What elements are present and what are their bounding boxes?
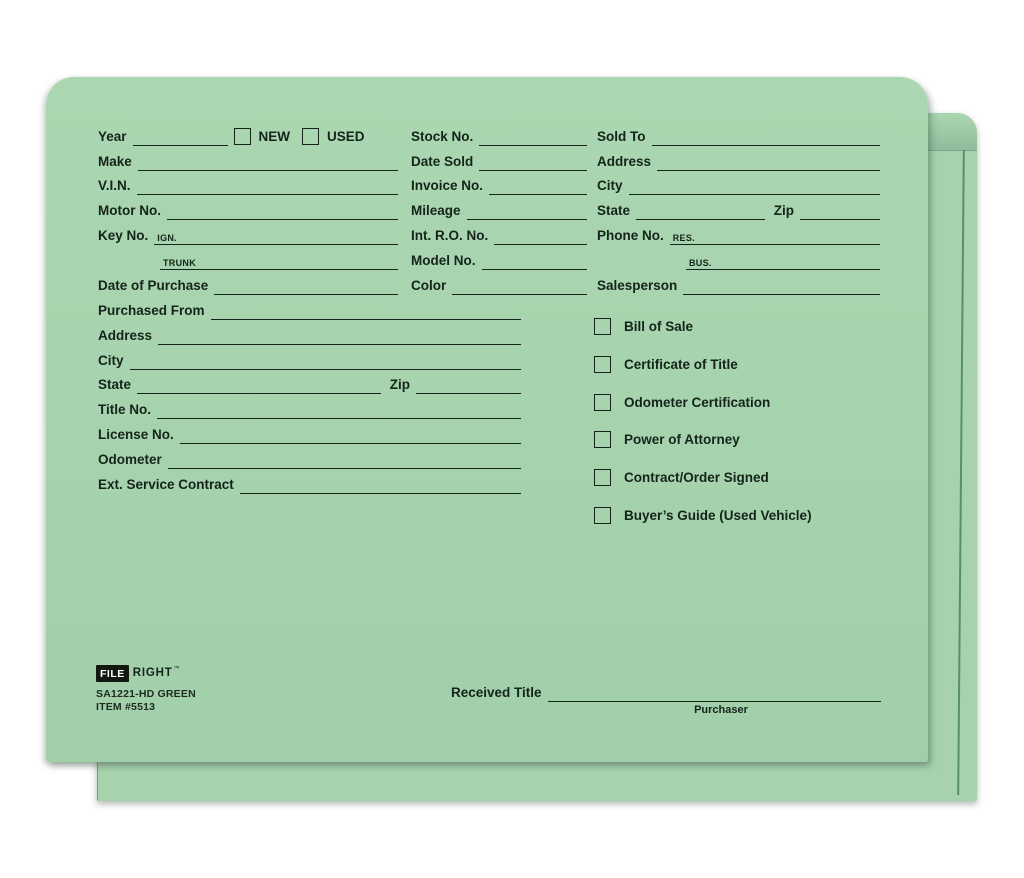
invoice-no-label: Invoice No. <box>411 178 484 193</box>
seller-city-blank-line <box>130 349 521 370</box>
res-sublabel: RES. <box>672 233 695 243</box>
field-row-phone-res <box>597 225 880 245</box>
seller-zip-blank-line <box>416 373 521 394</box>
ext-service-contract-label: Ext. Service Contract <box>98 477 234 492</box>
date-of-purchase-label: Date of Purchase <box>98 278 209 293</box>
date-sold-label: Date Sold <box>411 154 474 169</box>
phone-bus-blank-line <box>686 249 880 270</box>
stock-no-label: Stock No. <box>411 129 474 144</box>
motor-no-label: Motor No. <box>98 203 161 218</box>
date-sold-blank-line <box>479 150 587 171</box>
buyer-city-label: City <box>597 178 623 193</box>
make-label: Make <box>98 154 132 169</box>
phone-res-blank-line <box>670 224 880 245</box>
model-no-blank-line <box>482 249 588 270</box>
year-label: Year <box>98 129 127 144</box>
checklist-item-bill-of-sale <box>594 316 693 336</box>
checklist-item-certificate-of-title <box>594 354 738 374</box>
buyer-city-blank-line <box>629 174 880 195</box>
license-no-blank-line <box>180 423 521 444</box>
received-title-label: Received Title <box>451 685 542 700</box>
purchaser-label: Purchaser <box>694 704 748 716</box>
received-title-blank-line <box>548 681 881 702</box>
field-row-seller-address <box>98 325 521 345</box>
motor-no-blank-line <box>167 199 398 220</box>
seller-zip-label: Zip <box>389 377 410 392</box>
buyer-zip-label: Zip <box>773 203 794 218</box>
year-blank-line <box>133 125 228 146</box>
key-trunk-blank-line <box>160 249 398 270</box>
key-ign-blank-line <box>154 224 398 245</box>
product-codes <box>96 688 196 713</box>
field-row-buyer-address <box>597 151 880 171</box>
field-row-buyer-state-zip <box>597 200 880 220</box>
field-row-phone-bus <box>686 250 880 270</box>
ext-service-contract-blank-line <box>240 473 521 494</box>
field-row-buyer-city <box>597 175 880 195</box>
trunk-sublabel: TRUNK <box>163 258 196 268</box>
checklist-item-power-of-attorney <box>594 429 740 449</box>
checklist-label: Bill of Sale <box>624 318 694 334</box>
back-envelope-seam <box>957 150 964 795</box>
field-row-ext-service-contract <box>98 474 521 494</box>
field-row-title-no <box>98 399 521 419</box>
ign-sublabel: IGN. <box>157 233 177 243</box>
checklist-label: Odometer Certification <box>624 394 771 410</box>
odometer-label: Odometer <box>98 452 162 467</box>
checklist-label: Contract/Order Signed <box>624 469 769 485</box>
field-row-key-no-ign <box>98 225 398 245</box>
purchased-from-blank-line <box>211 299 521 320</box>
checkbox-icon <box>594 356 611 373</box>
checklist-label: Buyer’s Guide (Used Vehicle) <box>624 507 812 523</box>
bus-sublabel: BUS. <box>689 258 712 268</box>
field-row-purchased-from <box>98 300 521 320</box>
field-row-color <box>411 275 587 295</box>
used-checkbox-icon <box>302 128 319 145</box>
checklist-item-buyers-guide <box>594 505 812 525</box>
seller-state-label: State <box>98 377 132 392</box>
license-no-label: License No. <box>98 427 174 442</box>
checkbox-icon <box>594 318 611 335</box>
checkbox-icon <box>594 431 611 448</box>
int-ro-no-blank-line <box>494 224 587 245</box>
buyer-address-blank-line <box>657 150 880 171</box>
item-number: ITEM #5513 <box>96 700 156 713</box>
checkbox-icon <box>594 507 611 524</box>
field-row-invoice-no <box>411 175 587 195</box>
logo-right-text: RIGHT <box>132 667 173 679</box>
field-row-make <box>98 151 398 171</box>
sold-to-blank-line <box>652 125 881 146</box>
seller-state-blank-line <box>137 373 381 394</box>
field-row-date-sold <box>411 151 587 171</box>
field-row-license-no <box>98 424 521 444</box>
vin-blank-line <box>137 174 398 195</box>
field-row-vin <box>98 175 398 195</box>
mileage-blank-line <box>467 199 587 220</box>
new-checkbox-icon <box>234 128 251 145</box>
buyer-state-label: State <box>597 203 631 218</box>
field-row-seller-city <box>98 350 521 370</box>
make-blank-line <box>138 150 398 171</box>
product-code: SA1221-HD GREEN <box>96 688 196 700</box>
used-label: USED <box>327 129 365 144</box>
title-no-label: Title No. <box>98 402 152 417</box>
odometer-blank-line <box>168 448 521 469</box>
checklist-label: Power of Attorney <box>624 431 740 447</box>
checklist-item-contract-order-signed <box>594 467 769 487</box>
date-of-purchase-blank-line <box>214 274 398 295</box>
buyer-state-blank-line <box>636 199 765 220</box>
checkbox-icon <box>594 394 611 411</box>
field-row-date-of-purchase <box>98 275 398 295</box>
salesperson-blank-line <box>683 274 880 295</box>
seller-city-label: City <box>98 353 124 368</box>
logo-file-block: FILE <box>96 665 129 682</box>
field-row-motor-no <box>98 200 398 220</box>
purchased-from-label: Purchased From <box>98 303 205 318</box>
phone-no-label: Phone No. <box>597 228 664 243</box>
seller-address-blank-line <box>158 324 521 345</box>
sold-to-label: Sold To <box>597 129 646 144</box>
title-no-blank-line <box>157 398 521 419</box>
field-row-seller-state-zip <box>98 374 521 394</box>
checklist-item-odometer-certification <box>594 392 770 412</box>
field-row-key-no-trunk <box>160 250 398 270</box>
new-label: NEW <box>258 129 291 144</box>
trademark-symbol: ™ <box>173 666 180 672</box>
salesperson-label: Salesperson <box>597 278 678 293</box>
field-row-odometer <box>98 449 521 469</box>
color-label: Color <box>411 278 447 293</box>
deal-jacket-front <box>46 77 928 762</box>
color-blank-line <box>452 274 587 295</box>
checklist-label: Certificate of Title <box>624 356 738 372</box>
field-row-salesperson <box>597 275 880 295</box>
model-no-label: Model No. <box>411 253 476 268</box>
field-row-year <box>98 126 398 146</box>
seller-address-label: Address <box>98 328 153 343</box>
vin-label: V.I.N. <box>98 178 131 193</box>
buyer-address-label: Address <box>597 154 652 169</box>
fileright-logo <box>96 665 180 683</box>
field-row-stock-no <box>411 126 587 146</box>
key-no-label: Key No. <box>98 228 149 243</box>
invoice-no-blank-line <box>489 174 587 195</box>
stock-no-blank-line <box>479 125 587 146</box>
int-ro-no-label: Int. R.O. No. <box>411 228 489 243</box>
mileage-label: Mileage <box>411 203 461 218</box>
field-row-int-ro-no <box>411 225 587 245</box>
field-row-sold-to <box>597 126 880 146</box>
field-row-model-no <box>411 250 587 270</box>
field-row-received-title <box>451 682 881 702</box>
buyer-zip-blank-line <box>800 199 880 220</box>
field-row-mileage <box>411 200 587 220</box>
checkbox-icon <box>594 469 611 486</box>
